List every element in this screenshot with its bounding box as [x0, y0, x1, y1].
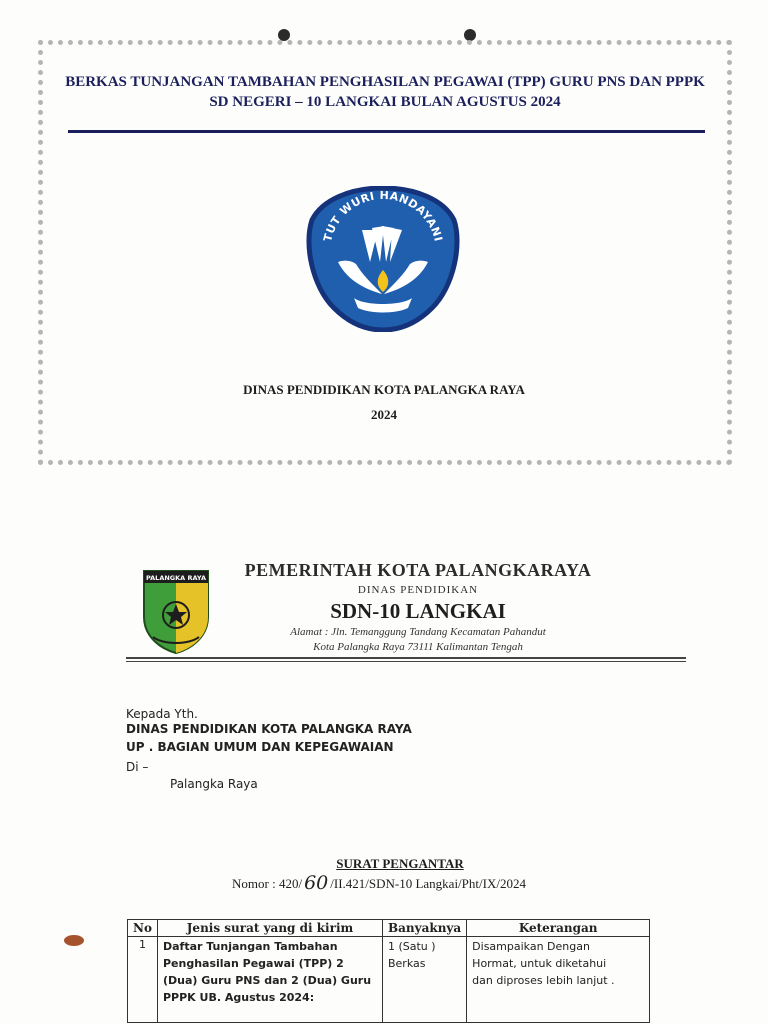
letterhead-school: SDN-10 LANGKAI — [330, 599, 506, 623]
recipient-salutation: Kepada Yth. — [126, 707, 198, 721]
recipient-di: Di – — [126, 760, 149, 774]
cover-office-name: DINAS PENDIDIKAN KOTA PALANGKA RAYA — [243, 382, 525, 397]
letterhead-government: PEMERINTAH KOTA PALANGKARAYA — [244, 560, 592, 580]
letter-number-handwritten: 60 — [304, 872, 329, 894]
letter-number — [232, 871, 632, 893]
cell-banyaknya — [382, 937, 466, 1023]
cell-jenis-line: Daftar Tunjangan Tambahan — [162, 940, 338, 953]
tut-wuri-handayani-logo — [304, 186, 462, 332]
letterhead-divider-thin — [126, 661, 686, 662]
cell-keterangan-line: Disampaikan Dengan — [472, 940, 590, 953]
letterhead-address-line2: Kota Palangka Raya 73111 Kalimantan Tengah — [313, 641, 523, 653]
cover-title-line1: BERKAS TUNJANGAN TAMBAHAN PENGHASILAN PEGAWAI (TPP) GURU PNS DAN PPPK — [65, 74, 705, 90]
cell-jenis-line: (Dua) Guru PNS dan 2 (Dua) Guru — [162, 974, 372, 987]
letterhead-department: DINAS PENDIDIKAN — [357, 584, 479, 596]
cell-banyaknya-line: Berkas — [387, 957, 426, 970]
letter-title: SURAT PENGANTAR — [336, 856, 464, 871]
logo-motto: TUT WURI HANDAYANI — [321, 188, 445, 244]
recipient-city: Palangka Raya — [170, 777, 258, 791]
cell-jenis-line: PPPK UB. Agustus 2024: — [162, 991, 315, 1004]
col-header-jenis: Jenis surat yang di kirim — [157, 920, 382, 937]
cell-keterangan — [467, 937, 650, 1023]
cell-banyaknya-line: 1 (Satu ) — [387, 940, 436, 953]
crest-label: PALANGKA RAYA — [145, 574, 207, 582]
cover-title — [60, 72, 710, 112]
col-header-no: No — [128, 920, 158, 937]
paper-stain — [64, 935, 84, 946]
col-header-banyaknya: Banyaknya — [382, 920, 466, 937]
cell-jenis-line: Penghasilan Pegawai (TPP) 2 — [162, 957, 344, 970]
cell-no: 1 — [128, 937, 158, 1023]
cover-title-line2: SD NEGERI – 10 LANGKAI BULAN AGUSTUS 2024 — [209, 94, 561, 110]
table-header-row — [128, 920, 650, 937]
recipient-line2: UP . BAGIAN UMUM DAN KEPEGAWAIAN — [126, 740, 394, 754]
letter-number-prefix: Nomor : 420/ — [232, 876, 303, 891]
col-header-keterangan: Keterangan — [467, 920, 650, 937]
cover-divider — [68, 130, 705, 133]
table-row — [128, 937, 650, 1023]
cover-year: 2024 — [371, 407, 397, 422]
letterhead-address-line1: Alamat : Jln. Temanggung Tandang Kecamatan Pahandut — [290, 626, 546, 638]
cell-jenis — [157, 937, 382, 1023]
document-list-table — [127, 919, 650, 1023]
cell-keterangan-line: dan diproses lebih lanjut . — [472, 974, 615, 987]
letter-number-suffix: /II.421/SDN-10 Langkai/Pht/IX/2024 — [330, 876, 526, 891]
letterhead-divider — [126, 657, 686, 659]
cell-keterangan-line: Hormat, untuk diketahui — [472, 957, 607, 970]
recipient-line1: DINAS PENDIDIKAN KOTA PALANGKA RAYA — [126, 722, 412, 736]
